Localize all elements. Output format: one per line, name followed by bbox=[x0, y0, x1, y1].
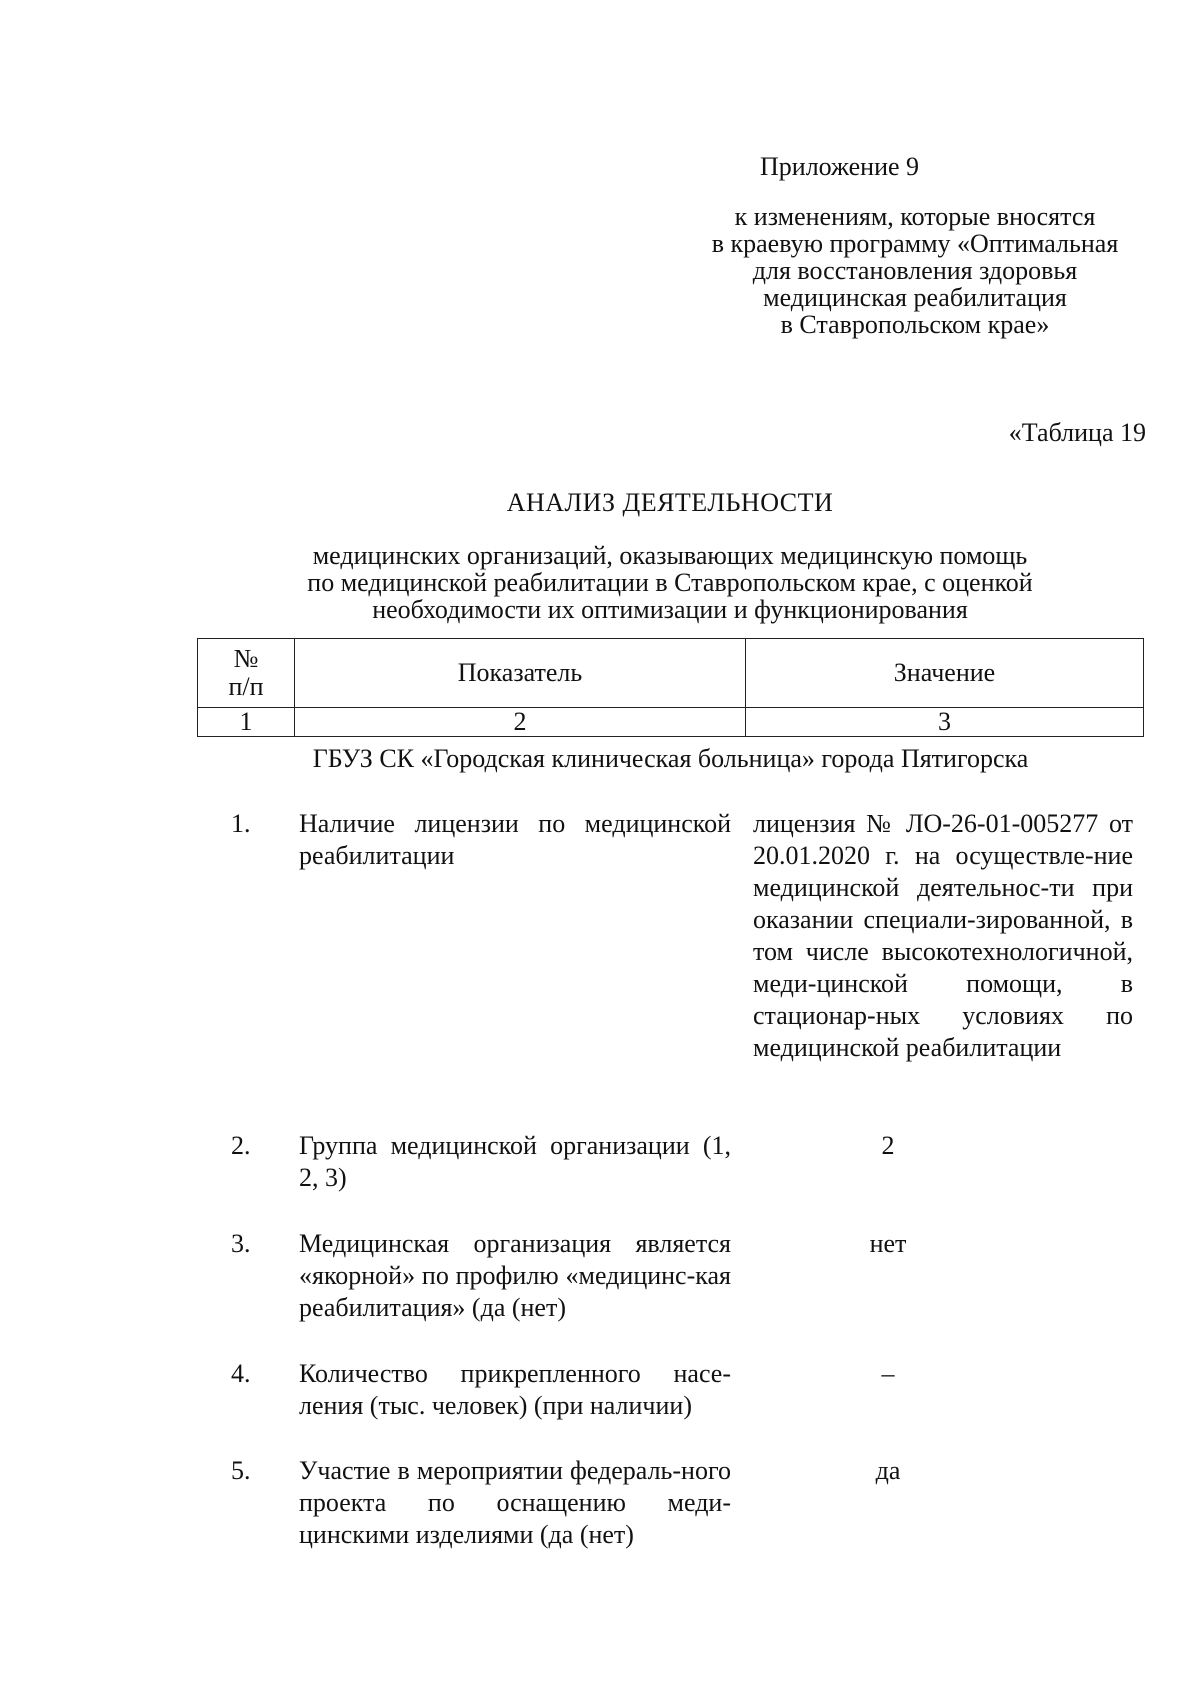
row-indicator: Медицинская организация является «якорной» по профилю «медицинс-кая реабилитация» (да (нет) bbox=[299, 1229, 731, 1322]
row-indicator: Наличие лицензии по медицинской реабилитации bbox=[299, 809, 731, 870]
appendix-subtitle-line: к изменениям, которые вносятся bbox=[734, 202, 1096, 231]
row-number: 4. bbox=[231, 1359, 251, 1388]
row-indicator: Участие в мероприятии федераль-ного проекта по оснащению меди-цинскими изделиями (да (нет) bbox=[299, 1456, 731, 1549]
row-indicator: Количество прикрепленного насе-ления (тыс. человек) (при наличии) bbox=[299, 1359, 731, 1420]
document-subtitle-line: медицинских организаций, оказывающих медицинскую помощь bbox=[312, 541, 1028, 570]
row-value: 2 bbox=[881, 1131, 895, 1160]
appendix-subtitle-line: медицинская реабилитация bbox=[763, 283, 1067, 312]
appendix-subtitle bbox=[690, 203, 1140, 338]
appendix-subtitle-line: в краевую программу «Оптимальная bbox=[711, 229, 1119, 258]
document-title: АНАЛИЗ ДЕЯТЕЛЬНОСТИ bbox=[506, 488, 834, 517]
header-number-abbr: п/п bbox=[228, 672, 264, 701]
table-header-row bbox=[198, 639, 1144, 708]
appendix-subtitle-line: для восстановления здоровья bbox=[752, 256, 1078, 285]
row-number: 2. bbox=[231, 1131, 251, 1160]
appendix-subtitle-line: в Ставропольском крае» bbox=[780, 310, 1050, 339]
row-value: да bbox=[875, 1456, 901, 1485]
column-number-cell: 1 bbox=[198, 708, 295, 737]
appendix-title: Приложение 9 bbox=[760, 152, 920, 181]
table-column-numbers-row bbox=[198, 708, 1144, 737]
organization-name: ГБУЗ СК «Городская клиническая больница» города Пятигорска bbox=[312, 744, 1029, 773]
row-value: лицензия № ЛО-26-01-005277 от 20.01.2020 г. на осуществле-ние медицинской деятельнос-ти при оказании специали-зированной, в том числе высокотехнологичной, меди-цинской помощи, в стационар-ных условиях по медицинской реабилитации bbox=[753, 809, 1133, 1062]
document-subtitle-line: по медицинской реабилитации в Ставропольском крае, с оценкой bbox=[307, 568, 1033, 597]
table-number: «Таблица 19 bbox=[1008, 418, 1146, 447]
row-indicator: Группа медицинской организации (1, 2, 3) bbox=[299, 1131, 731, 1192]
row-number: 1. bbox=[231, 809, 251, 838]
document-subtitle bbox=[200, 542, 1140, 623]
row-value: нет bbox=[869, 1229, 907, 1258]
header-cell-number bbox=[198, 639, 295, 708]
table-header bbox=[197, 638, 1144, 737]
row-number: 5. bbox=[231, 1456, 251, 1485]
header-cell-indicator: Показатель bbox=[295, 639, 746, 708]
column-number-cell: 3 bbox=[746, 708, 1144, 737]
header-cell-value: Значение bbox=[746, 639, 1144, 708]
header-number-sign: № bbox=[233, 644, 259, 673]
document-subtitle-line: необходимости их оптимизации и функционирования bbox=[372, 595, 968, 624]
row-value: – bbox=[881, 1359, 895, 1388]
row-number: 3. bbox=[231, 1229, 251, 1258]
column-number-cell: 2 bbox=[295, 708, 746, 737]
